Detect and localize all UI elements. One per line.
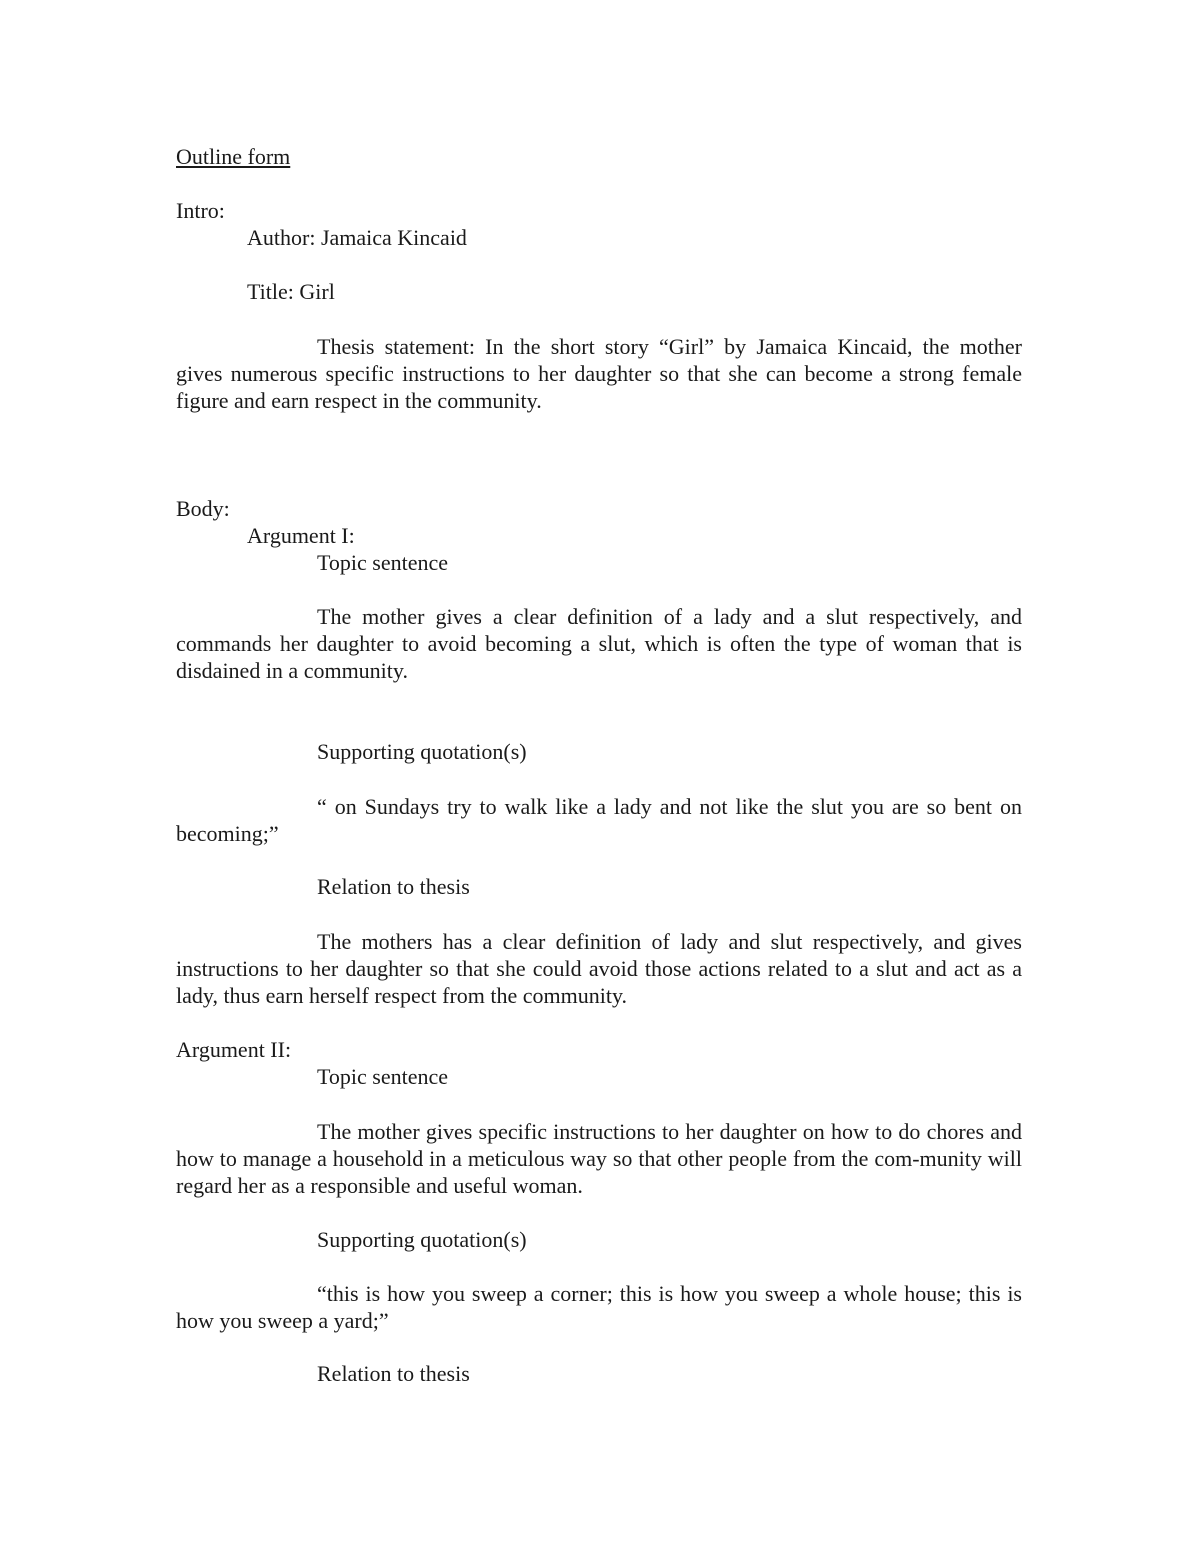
argument1-quote-text: “ on Sundays try to walk like a lady and not like the slut you are so bent on becoming;”: [176, 794, 1022, 846]
intro-label: Intro:: [176, 198, 225, 223]
argument1-relation-text: The mothers has a clear definition of lady and slut respectively, and gives instructions to her daughter so that she could avoid those actions related to a slut and act as a lady, thus earn herself respect from the community.: [176, 929, 1022, 1008]
argument1-quote-label: Supporting quotation(s): [317, 739, 527, 764]
argument2-quote-text: “this is how you sweep a corner; this is how you sweep a whole house; this is how you sweep a yard;”: [176, 1281, 1022, 1333]
intro-thesis: Thesis statement: In the short story “Girl” by Jamaica Kincaid, the mother gives numerous specific instructions to her daughter so that she can become a strong female figure and earn respect in the community.: [176, 334, 1022, 413]
argument2-topic-label: Topic sentence: [317, 1064, 449, 1089]
argument1-topic-label: Topic sentence: [317, 550, 449, 575]
argument1-label: Argument I:: [247, 523, 355, 548]
argument2-label: Argument II:: [176, 1037, 292, 1062]
argument1-topic-text: The mother gives a clear definition of a lady and a slut respectively, and commands her daughter to avoid becoming a slut, which is often the type of woman that is disdained in a community.: [176, 604, 1022, 683]
body-label: Body:: [176, 496, 230, 521]
argument2-quote-label: Supporting quotation(s): [317, 1227, 527, 1252]
argument2-relation-label: Relation to thesis: [317, 1361, 470, 1386]
argument2-topic-text: The mother gives specific instructions to her daughter on how to do chores and how to manage a household in a meticulous way so that other people from the com-munity will regard her as a responsible and useful woman.: [176, 1119, 1022, 1198]
intro-author: Author: Jamaica Kincaid: [247, 225, 467, 250]
intro-title: Title: Girl: [247, 279, 335, 304]
outline-heading: Outline form: [176, 144, 291, 169]
argument1-relation-label: Relation to thesis: [317, 874, 470, 899]
